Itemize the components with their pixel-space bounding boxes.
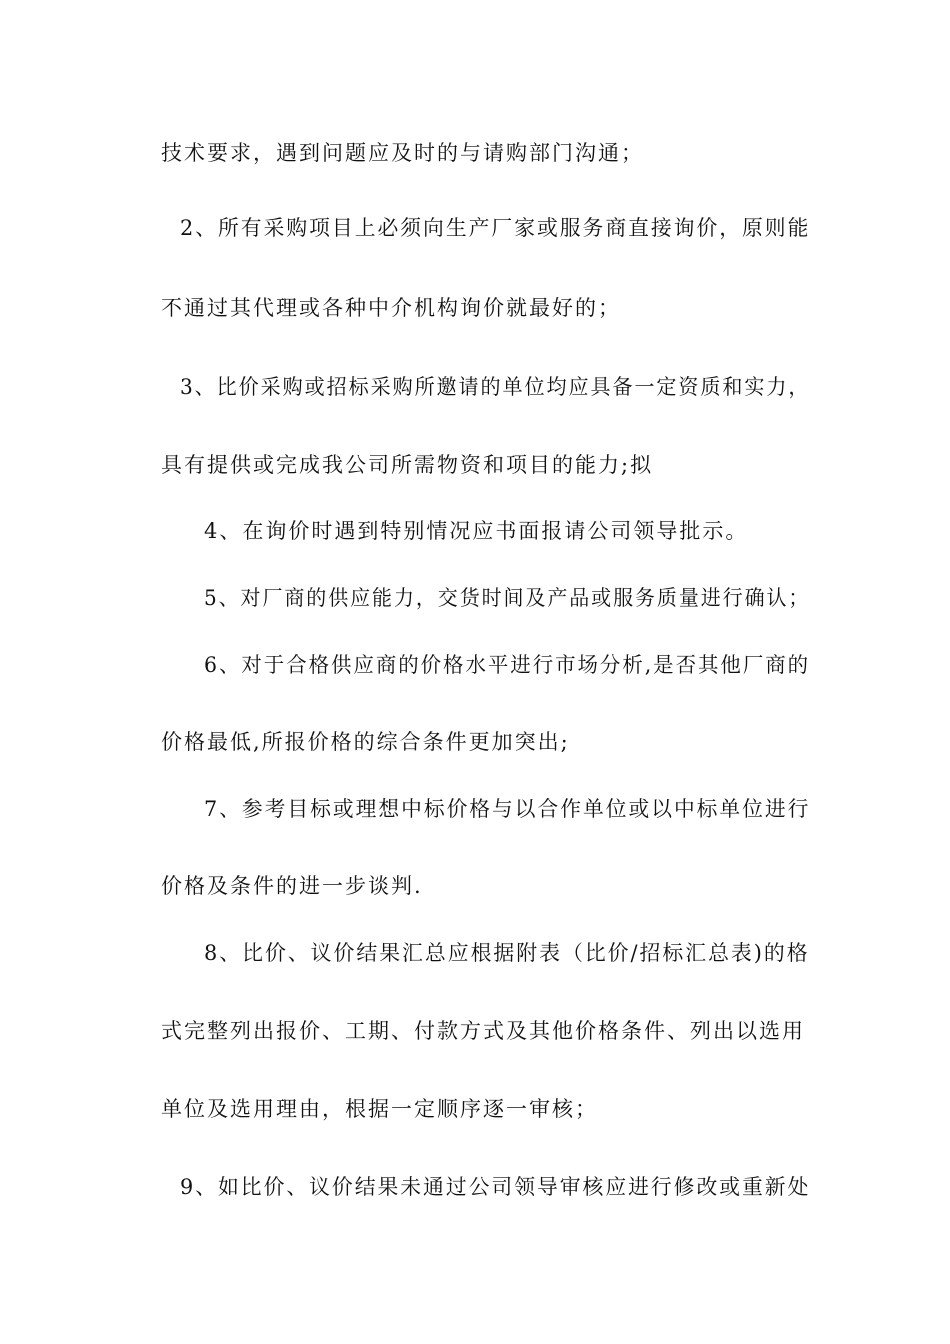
text-line-11: 价格及条件的进一步谈判. (161, 874, 423, 898)
text-line-2: 2、所有采购项目上必须向生产厂家或服务商直接询价，原则能 (180, 216, 811, 240)
text-line-3: 不通过其代理或各种中介机构询价就最好的； (161, 296, 621, 320)
text-line-5: 具有提供或完成我公司所需物资和项目的能力;拟 (161, 453, 654, 477)
text-line-13: 式完整列出报价、工期、付款方式及其他价格条件、列出以选用 (161, 1019, 805, 1043)
text-line-12: 8、比价、议价结果汇总应根据附表（比价/招标汇总表)的格 (204, 941, 810, 965)
text-line-9: 价格最低,所报价格的综合条件更加突出; (161, 730, 570, 754)
text-line-7: 5、对厂商的供应能力，交货时间及产品或服务质量进行确认； (204, 586, 811, 610)
text-line-4: 3、比价采购或招标采购所邀请的单位均应具备一定资质和实力， (180, 375, 811, 399)
text-line-8: 6、对于合格供应商的价格水平进行市场分析,是否其他厂商的 (204, 653, 811, 677)
text-line-1: 技术要求，遇到问题应及时的与请购部门沟通； (161, 141, 644, 165)
text-line-6: 4、在询价时遇到特别情况应书面报请公司领导批示。 (204, 519, 749, 543)
text-line-15: 9、如比价、议价结果未通过公司领导审核应进行修改或重新处 (180, 1175, 811, 1199)
text-line-10: 7、参考目标或理想中标价格与以合作单位或以中标单位进行 (204, 797, 811, 821)
text-line-14: 单位及选用理由，根据一定顺序逐一审核； (161, 1097, 598, 1121)
